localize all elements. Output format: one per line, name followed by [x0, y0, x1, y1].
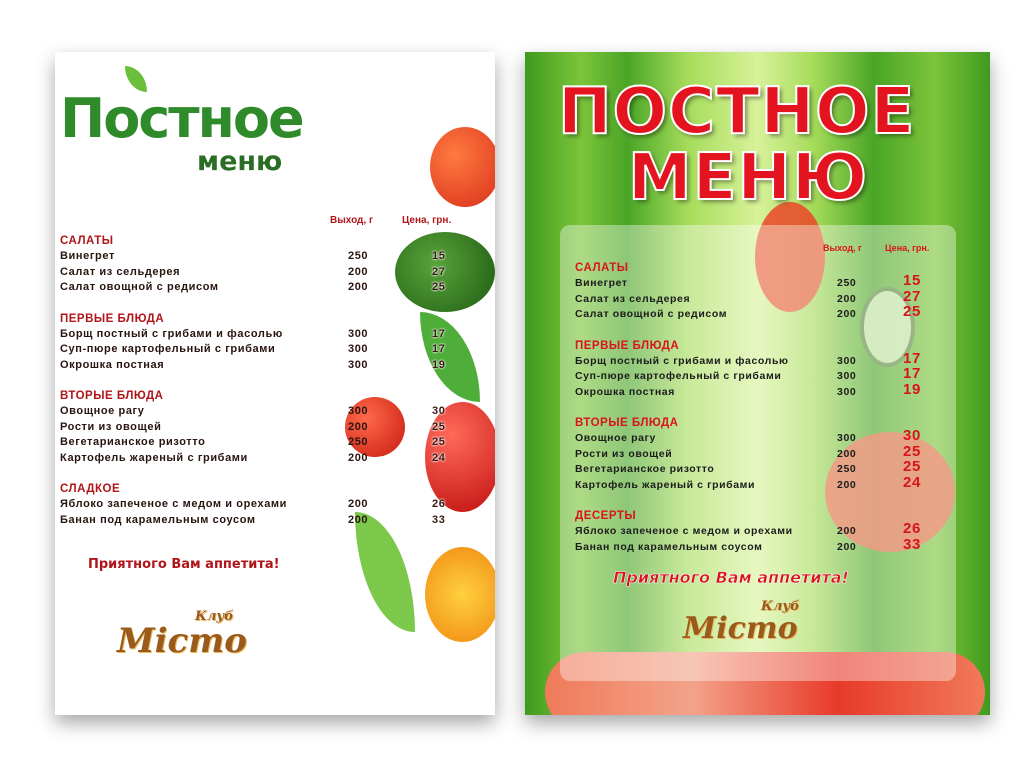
menu-item	[575, 473, 955, 494]
item-name: Овощное рагу	[575, 432, 656, 444]
item-weight: 300	[837, 385, 857, 398]
item-name: Салат из сельдерея	[575, 292, 691, 305]
section-heading: СЛАДКОЕ	[60, 483, 121, 495]
item-price: 24	[903, 473, 921, 491]
item-weight: 300	[348, 405, 369, 417]
menu-item	[575, 427, 955, 447]
item-price: 15	[903, 272, 921, 289]
item-weight: 250	[348, 436, 369, 448]
item-name: Винегрет	[575, 277, 628, 289]
item-price: 27	[432, 265, 446, 278]
item-name: Вегетарианское ризотто	[575, 463, 715, 475]
menu-item	[60, 280, 480, 296]
item-price: 19	[903, 380, 921, 398]
item-price: 17	[903, 349, 921, 367]
menu-list	[60, 233, 480, 528]
menu-item	[60, 420, 480, 436]
section-heading: ПЕРВЫЕ БЛЮДА	[575, 339, 680, 352]
menu-item	[575, 442, 955, 463]
item-name: Рости из овощей	[575, 447, 673, 460]
item-weight: 200	[348, 451, 369, 464]
menu-item	[575, 287, 955, 308]
menu-item	[575, 365, 955, 385]
item-name: Окрошка постная	[60, 358, 165, 371]
section-heading: ВТОРЫЕ БЛЮДА	[60, 390, 164, 402]
item-weight: 300	[837, 354, 857, 367]
basil-leaf-image	[355, 512, 415, 632]
item-weight: 200	[348, 498, 369, 510]
lenten-menu-green	[525, 52, 990, 715]
menu-item	[60, 404, 480, 420]
item-name: Суп-пюре картофельный с грибами	[60, 343, 276, 355]
item-weight: 200	[348, 265, 369, 278]
item-weight: 250	[837, 463, 857, 475]
item-name: Банан под карамельным соусом	[575, 540, 763, 553]
section-heading: САЛАТЫ	[575, 262, 629, 274]
item-price: 33	[903, 535, 921, 553]
item-price: 25	[903, 458, 921, 475]
logo-small-text: Клуб	[195, 609, 234, 624]
item-name: Яблоко запеченое с медом и орехами	[575, 525, 793, 537]
menu-item	[60, 342, 480, 358]
item-name: Овощное рагу	[60, 405, 145, 417]
item-weight: 300	[348, 358, 369, 371]
item-price: 33	[432, 513, 446, 526]
logo-text: Місто	[117, 621, 247, 661]
item-name: Борщ постный с грибами и фасолью	[60, 327, 283, 340]
item-weight: 200	[837, 308, 857, 320]
menu-item	[60, 358, 480, 374]
item-weight: 200	[348, 420, 369, 433]
section-heading: ПЕРВЫЕ БЛЮДА	[60, 312, 165, 325]
item-name: Салат из сельдерея	[60, 265, 181, 278]
menu-title: Постное	[60, 87, 303, 150]
logo-text: Місто	[683, 611, 798, 646]
item-price: 26	[432, 498, 446, 510]
item-name: Окрошка постная	[575, 385, 675, 398]
weight-column-header: Выход, г	[823, 243, 862, 253]
item-price: 25	[903, 303, 921, 320]
item-name: Суп-пюре картофельный с грибами	[575, 370, 782, 382]
item-weight: 200	[837, 540, 857, 553]
item-weight: 300	[348, 327, 369, 340]
item-name: Банан под карамельным соусом	[60, 513, 256, 526]
item-weight: 200	[837, 447, 857, 460]
menu-item	[60, 497, 480, 513]
item-weight: 300	[348, 343, 369, 355]
section-heading: ВТОРЫЕ БЛЮДА	[575, 417, 679, 429]
weight-column-header: Выход, г	[330, 215, 374, 226]
item-price: 26	[903, 520, 921, 537]
item-name: Салат овощной с редисом	[60, 281, 219, 293]
item-name: Яблоко запеченое с медом и орехами	[60, 498, 288, 510]
menu-item	[60, 265, 480, 281]
item-name: Салат овощной с редисом	[575, 308, 728, 320]
item-weight: 250	[348, 250, 369, 262]
menu-item	[575, 520, 955, 540]
menu-item	[60, 513, 480, 529]
item-price: 17	[432, 327, 446, 340]
item-weight: 300	[837, 370, 857, 382]
menu-item	[575, 303, 955, 323]
bon-appetit-text: Приятного Вам аппетита!	[88, 557, 280, 572]
item-price: 25	[432, 436, 446, 448]
item-name: Вегетарианское ризотто	[60, 436, 206, 448]
menu-title: ПОСТНОЕ	[558, 75, 916, 149]
item-price: 24	[432, 451, 446, 464]
section-heading: САЛАТЫ	[60, 235, 114, 247]
item-price: 17	[432, 343, 446, 355]
item-weight: 300	[837, 432, 857, 444]
menu-item	[575, 272, 955, 292]
menu-item	[575, 380, 955, 401]
menu-item	[60, 435, 480, 451]
item-weight: 200	[348, 281, 369, 293]
item-name: Рости из овощей	[60, 420, 162, 433]
menu-item	[60, 327, 480, 343]
item-price: 25	[432, 420, 446, 433]
lenten-menu-white	[55, 52, 495, 715]
item-price: 19	[432, 358, 446, 371]
item-price: 25	[432, 281, 446, 293]
item-name: Винегрет	[60, 250, 115, 262]
menu-subtitle: меню	[197, 146, 283, 177]
item-price: 27	[903, 287, 921, 305]
item-price: 15	[432, 250, 446, 262]
menu-item	[60, 451, 480, 467]
menu-item	[60, 249, 480, 265]
bon-appetit-text: Приятного Вам аппетита!	[613, 568, 849, 587]
menu-item	[575, 349, 955, 370]
price-column-header: Цена, грн.	[402, 215, 452, 226]
section-heading: ДЕСЕРТЫ	[575, 510, 637, 522]
item-name: Картофель жареный с грибами	[60, 451, 248, 464]
menu-list	[575, 260, 955, 555]
item-price: 30	[432, 405, 446, 417]
club-misto-logo	[117, 609, 247, 661]
price-column-header: Цена, грн.	[885, 243, 930, 253]
item-weight: 200	[348, 513, 369, 526]
menu-item	[575, 535, 955, 556]
item-weight: 200	[837, 525, 857, 537]
yellow-tomato-image	[425, 547, 495, 642]
item-name: Борщ постный с грибами и фасолью	[575, 354, 789, 367]
menu-item	[575, 458, 955, 478]
item-weight: 250	[837, 277, 857, 289]
tomato-image	[430, 127, 495, 207]
logo-small-text: Клуб	[761, 599, 800, 614]
item-price: 25	[903, 442, 921, 460]
item-weight: 200	[837, 292, 857, 305]
club-misto-logo	[683, 599, 800, 646]
item-name: Картофель жареный с грибами	[575, 478, 756, 491]
item-weight: 200	[837, 478, 857, 491]
item-price: 30	[903, 427, 921, 444]
item-price: 17	[903, 365, 921, 382]
menu-subtitle: МЕНЮ	[628, 141, 869, 215]
